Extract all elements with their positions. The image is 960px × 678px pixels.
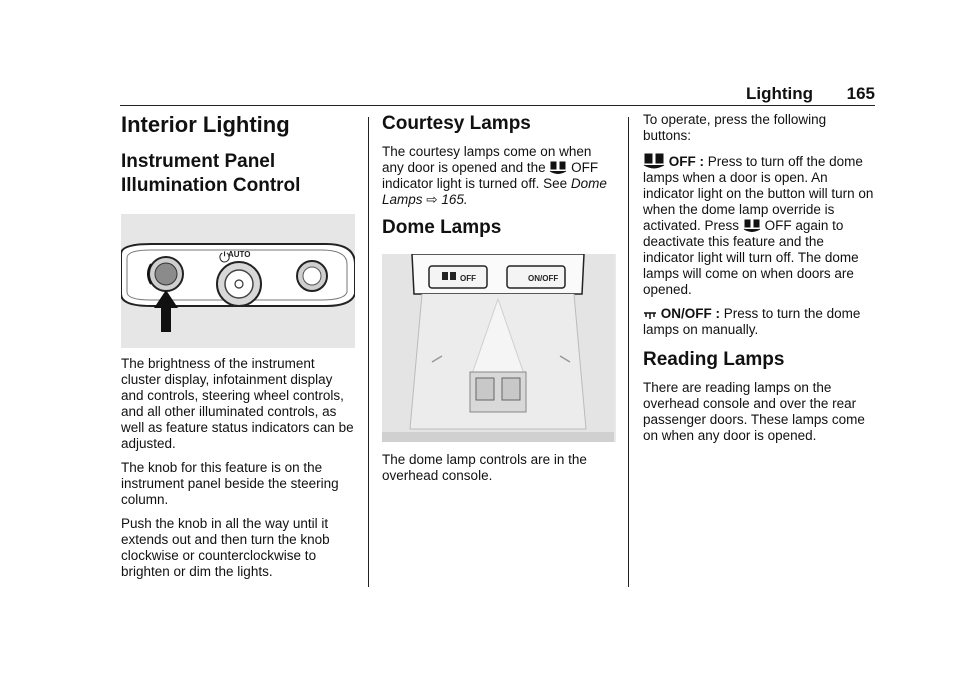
cross-reference-arrow: ⇨ [426, 192, 438, 207]
running-header [120, 82, 875, 104]
brightness-paragraph: The brightness of the instrument cluster display, infotainment display and controls, steering wheel controls, and all other illuminated controls, as well as feature status indicators can be adjusted. [121, 356, 354, 451]
svg-text:⏻: ⏻ [219, 249, 231, 265]
on-off-description: Press to turn the dome lamps on manually. [643, 306, 861, 337]
courtesy-text-2: OFF indicator light is turned off. See [382, 160, 599, 191]
courtesy-lamps-heading: Courtesy Lamps [382, 113, 531, 134]
page-number: 165 [846, 84, 875, 103]
dome-lamp-override-icon [743, 218, 761, 234]
on-off-label: ON/OFF : [660, 306, 721, 321]
dome-lamp-override-icon [643, 152, 665, 170]
off-button-paragraph [643, 152, 875, 298]
courtesy-lamps-paragraph [382, 144, 614, 208]
off-description-2: OFF again to deactivate this feature and the indicator light will turn off. The dome lamps will come on when doors are opened. [643, 218, 859, 297]
cross-reference-page: 165. [441, 192, 468, 207]
dome-lamps-heading: Dome Lamps [382, 217, 502, 238]
off-description-1: Press to turn off the dome lamps when a door is open. An indicator light on the button will turn on when the dome lamp override is activated. Press [643, 154, 874, 233]
auto-label: AUTO [228, 250, 251, 259]
column-divider-2 [628, 117, 629, 587]
interior-lighting-heading: Interior Lighting [121, 112, 290, 137]
column-3 [643, 112, 875, 452]
instrument-panel-heading: Instrument Panel Illumination Control [121, 151, 301, 196]
dome-lamp-on-icon [643, 310, 657, 322]
instrument-panel-figure [121, 214, 355, 348]
knob-usage-paragraph: Push the knob in all the way until it extends out and then turn the knob clockwise or counterclockwise to brighten or dim the lights. [121, 516, 330, 579]
courtesy-text-1: The courtesy lamps come on when any door is opened and the [382, 144, 592, 175]
instrument-panel-illustration [121, 214, 355, 348]
column-1 [121, 112, 355, 588]
column-divider-1 [368, 117, 369, 587]
dome-lamp-override-icon [549, 160, 567, 176]
on-off-button-label: ON/OFF [528, 274, 559, 283]
dome-lamps-link[interactable]: Dome Lamps [382, 176, 607, 207]
operate-intro-paragraph: To operate, press the following buttons: [643, 112, 827, 143]
off-button-label: OFF [460, 274, 476, 283]
on-off-button-paragraph [643, 306, 875, 338]
dome-controls-paragraph: The dome lamp controls are in the overhead console. [382, 452, 587, 483]
reading-lamps-heading: Reading Lamps [643, 349, 785, 370]
dome-lamps-figure [382, 254, 616, 442]
dome-off-button [429, 266, 487, 288]
knob-location-paragraph: The knob for this feature is on the instrument panel beside the steering column. [121, 460, 339, 507]
off-label: OFF : [668, 154, 705, 169]
section-title: Lighting [745, 84, 813, 103]
column-2 [382, 112, 614, 492]
reading-lamps-paragraph: There are reading lamps on the overhead console and over the rear passenger doors. These lamps come on when any door is opened. [643, 380, 865, 443]
header-rule [120, 105, 875, 106]
overhead-console-illustration [382, 254, 614, 442]
